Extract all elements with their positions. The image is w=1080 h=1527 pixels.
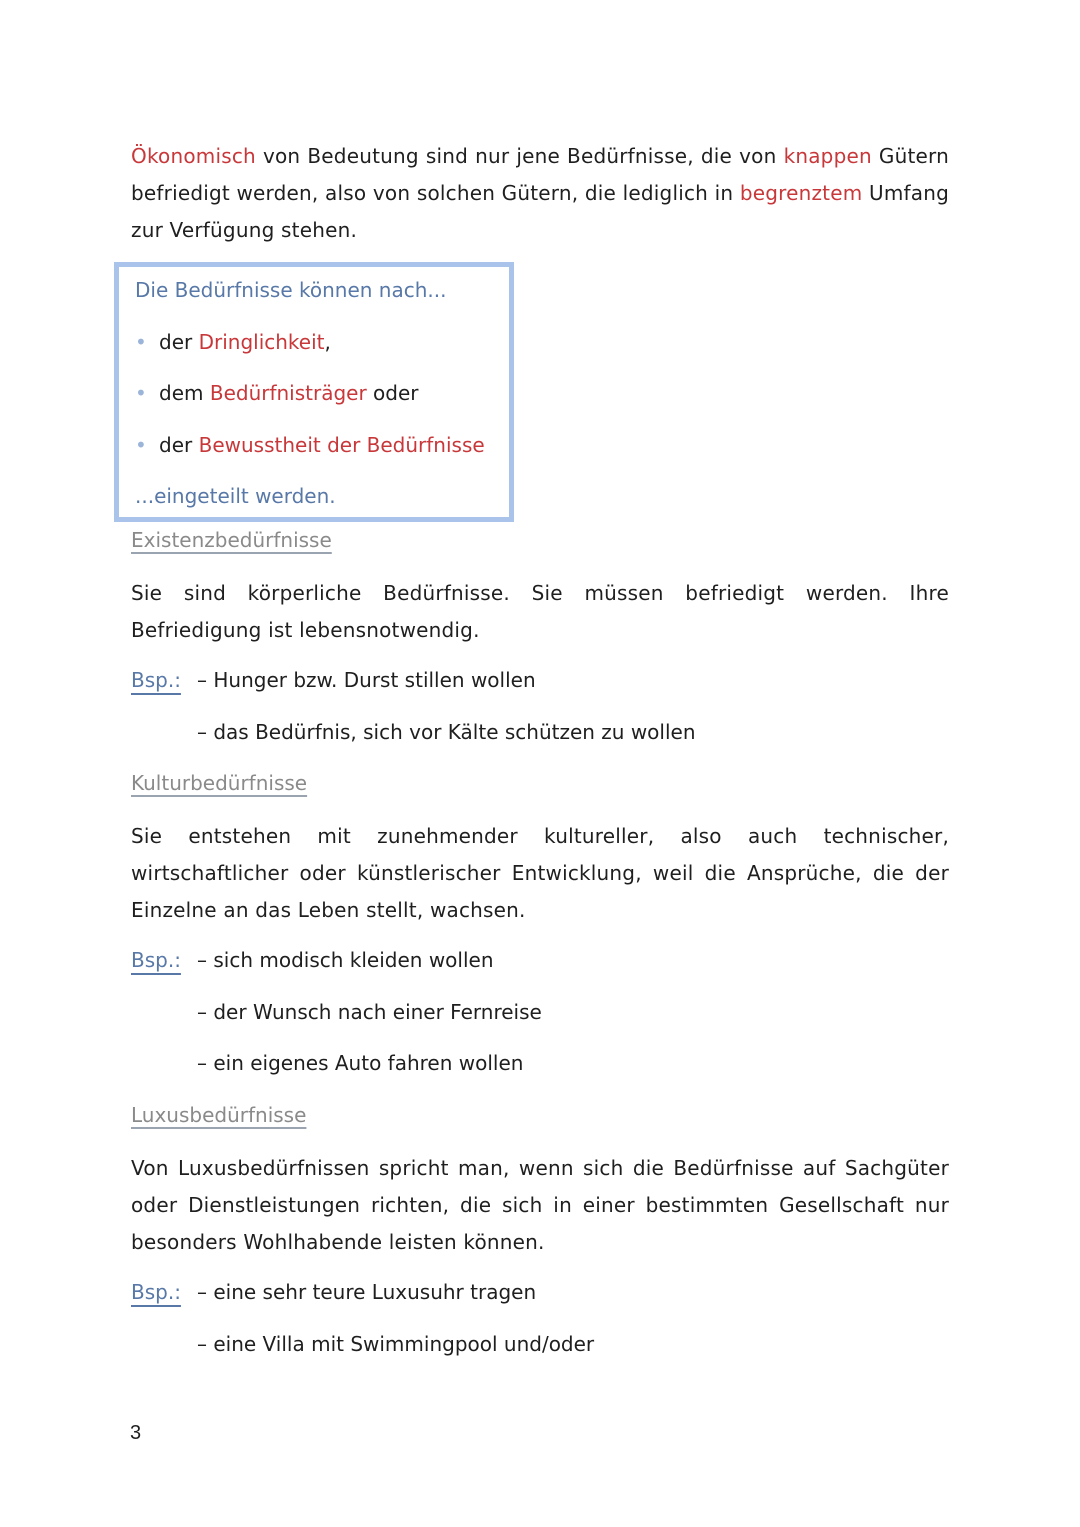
example-item: – eine Villa mit Swimmingpool und/oder	[197, 1332, 595, 1356]
bsp-label-text: Bsp.:	[131, 668, 181, 692]
intro-paragraph	[131, 138, 949, 249]
bsp-label	[131, 948, 181, 972]
bsp-label	[131, 668, 181, 692]
example-item: – eine sehr teure Luxusuhr tragen	[197, 1280, 537, 1304]
section-heading-luxus: Luxusbedürfnisse	[131, 1103, 307, 1127]
example-item: – der Wunsch nach einer Fernreise	[197, 1000, 542, 1024]
term-knappen: knappen	[783, 144, 872, 168]
intro-text-3: Umfang zur Verfügung stehen.	[131, 181, 949, 242]
page-number: 3	[130, 1422, 142, 1444]
intro-paragraph-block	[131, 138, 949, 249]
intro-text-1: von Bedeutung sind nur jene Bedürfnisse, die von	[255, 144, 784, 168]
term-begrenztem: begrenztem	[739, 181, 863, 205]
intro-text-2: Gütern befriedigt werden, also von solchen Gütern, die lediglich in	[131, 144, 949, 205]
bsp-label-text: Bsp.:	[131, 1280, 181, 1304]
box-item	[135, 430, 501, 482]
section-text-luxus	[131, 1150, 949, 1261]
box-item-prefix: der	[159, 329, 199, 354]
example-item: – Hunger bzw. Durst stillen wollen	[197, 668, 536, 692]
box-item	[135, 378, 501, 430]
box-tail: ...eingeteilt werden.	[135, 484, 336, 508]
box-item-term: Dringlichkeit	[198, 329, 325, 354]
section-text-kultur	[131, 818, 949, 929]
box-item-prefix: dem	[159, 381, 210, 405]
bullet-icon: •	[135, 432, 147, 457]
bullet-icon: •	[135, 381, 147, 405]
section-heading-kultur: Kulturbedürfnisse	[131, 771, 308, 795]
example-item: – sich modisch kleiden wollen	[197, 948, 494, 972]
term-oekonomisch: Ökonomisch	[131, 144, 256, 168]
box-item-term: Bedürfnisträger	[209, 381, 367, 405]
section-heading-existenz: Existenzbedürfnisse	[131, 528, 332, 552]
bullet-icon: •	[135, 329, 147, 354]
section-text-existenz	[131, 575, 949, 649]
example-item: – ein eigenes Auto fahren wollen	[197, 1051, 524, 1075]
box-item-suffix: ,	[324, 329, 331, 354]
box-item-term: Bewusstheit der Bedürfnisse	[198, 432, 485, 457]
section-paragraph: Sie sind körperliche Bedürfnisse. Sie müssen befriedigt werden. Ihre Befriedigung ist lebensnotwendig.	[131, 581, 949, 642]
box-item	[135, 327, 501, 379]
box-item-prefix: der	[159, 432, 199, 457]
example-item: – das Bedürfnis, sich vor Kälte schützen zu wollen	[197, 720, 696, 744]
bsp-label-text: Bsp.:	[131, 948, 181, 972]
classification-box	[114, 262, 514, 522]
box-lead: Die Bedürfnisse können nach...	[135, 278, 447, 302]
section-paragraph: Von Luxusbedürfnissen spricht man, wenn sich die Bedürfnisse auf Sachgüter oder Dienstleistungen richten, die sich in einer bestimmten Gesellschaft nur besonders Wohlhabende leisten können.	[131, 1156, 949, 1254]
box-item-suffix: oder	[366, 381, 419, 405]
section-paragraph: Sie entstehen mit zunehmender kultureller, also auch technischer, wirtschaftlicher oder künstlerischer Entwicklung, weil die Ansprüche, die der Einzelne an das Leben stellt, wachsen.	[131, 824, 949, 922]
bsp-label	[131, 1280, 181, 1304]
